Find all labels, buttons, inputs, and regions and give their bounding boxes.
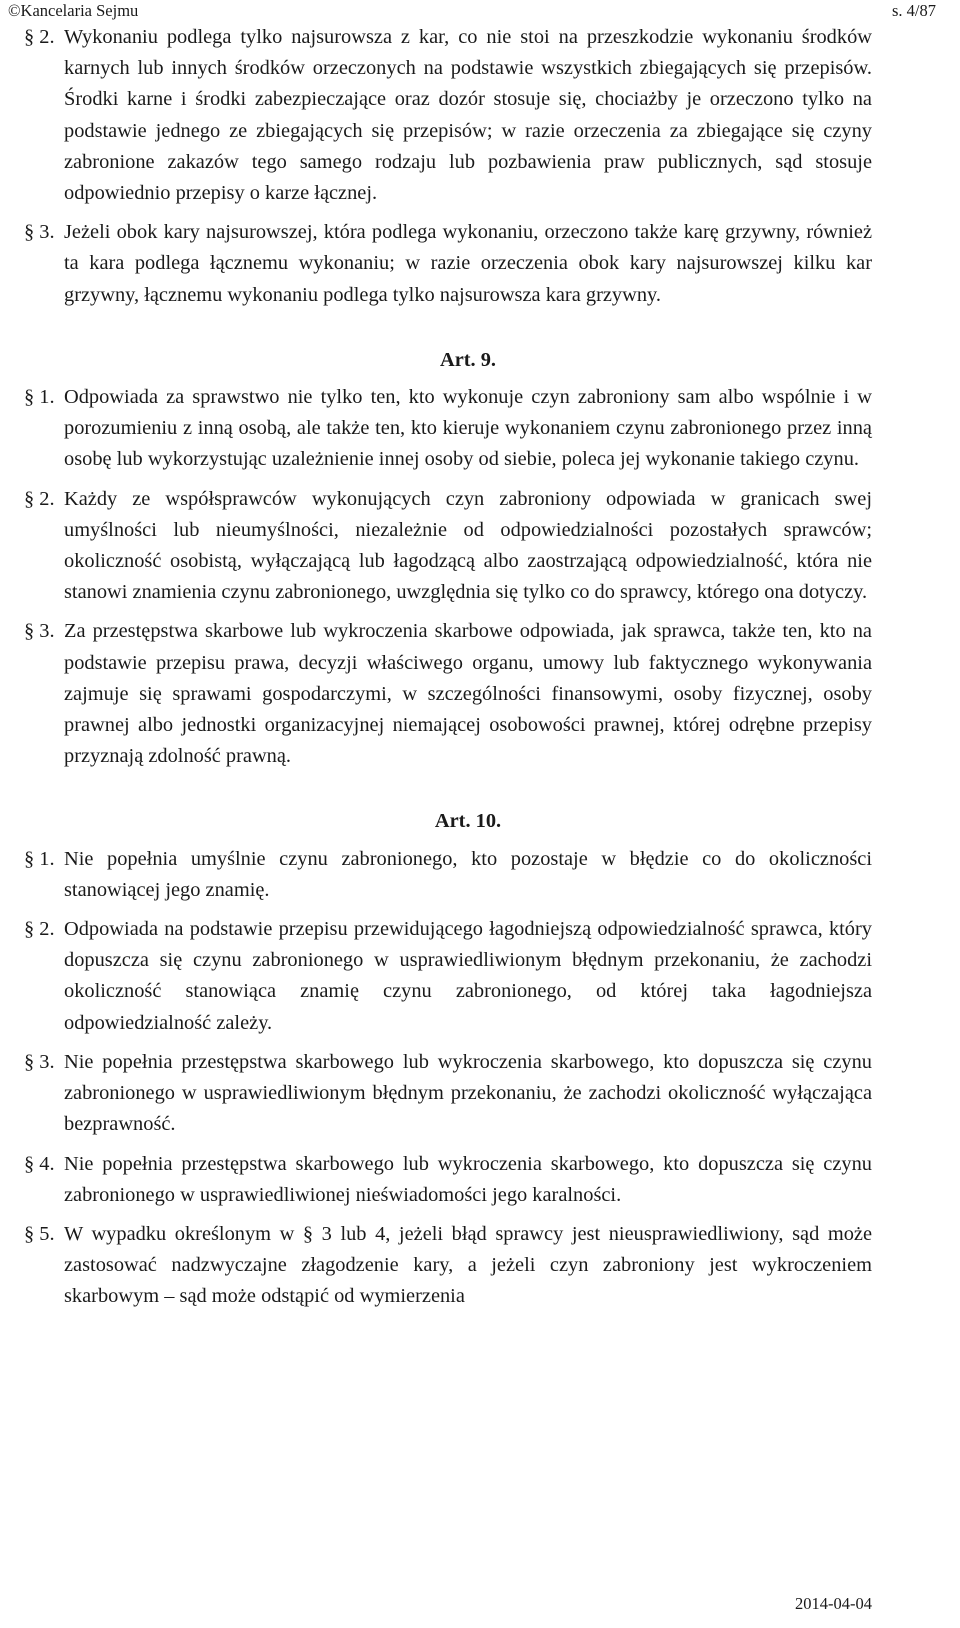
paragraph (24, 217, 872, 311)
paragraph (24, 382, 872, 476)
paragraph-text: Za przestępstwa skarbowe lub wykroczenia skarbowe odpowiada, jak sprawca, także ten, kto na podstawie przepisu prawa, decyzji właściwego organu, umowy lub faktycznego wykonywania zajmuje się sprawami gospodarczymi, w szczególności finansowymi, osoby fizycznej, osoby prawnej albo jednostki organizacyjnej niemającej osobowości prawnej, której odrębne przepisy przyznają zdolność prawną. (64, 620, 872, 768)
paragraph (24, 616, 872, 772)
paragraph-text: Nie popełnia przestępstwa skarbowego lub wykroczenia skarbowego, kto dopuszcza się czynu zabronionego w usprawiedliwionym błędnym przekonaniu, że zachodzi okoliczność wyłączająca bezprawność. (64, 1050, 872, 1136)
paragraph (24, 914, 872, 1039)
document-date: 2014-04-04 (795, 1594, 872, 1613)
paragraph-number: § 3. (24, 221, 55, 244)
paragraph-number: § 2. (24, 26, 55, 48)
page-footer (795, 1594, 872, 1614)
paragraph-text: W wypadku określonym w § 3 lub 4, jeżeli błąd sprawcy jest nieusprawiedliwiony, sąd może zastosować nadzwyczajne złagodzenie kary, a jeżeli czyn zabroniony jest wykroczeniem skarbowym – sąd może odstąpić od wymierzenia (64, 1222, 872, 1308)
paragraph (24, 484, 872, 609)
article-heading: Art. 10. (434, 810, 502, 833)
paragraph (24, 22, 872, 209)
paragraph-text: Jeżeli obok kary najsurowszej, która podlega wykonaniu, orzeczono także karę grzywny, również ta kara podlega łącznemu wykonaniu; w razie orzeczenia obok kary najsurowszej kilku kar grzywny, łącznemu wykonaniu podlega tylko najsurowsza kara grzywny. (64, 221, 872, 306)
paragraph (24, 844, 872, 906)
paragraph-number: § 4. (24, 1152, 55, 1175)
paragraph-number: § 3. (24, 1050, 55, 1073)
copyright-label: ©Kancelaria Sejmu (8, 1, 139, 20)
paragraph-text: Odpowiada za sprawstwo nie tylko ten, kto wykonuje czyn zabroniony sam albo wspólnie i w porozumieniu z inną osobą, ale także ten, kto kieruje wykonaniem czynu zabronionego przez inną osobę lub wykorzystując uzależnienie innej osoby od siebie, poleca jej wykonanie takiego czynu. (64, 386, 872, 471)
paragraph-text: Nie popełnia umyślnie czynu zabronionego, kto pozostaje w błędzie co do okoliczności stanowiącej jego znamię. (64, 847, 872, 901)
paragraph (24, 1149, 872, 1211)
paragraph-number: § 2. (24, 487, 55, 510)
paragraph-number: § 5. (24, 1222, 55, 1245)
paragraph-number: § 2. (24, 918, 55, 941)
paragraph-text: Nie popełnia przestępstwa skarbowego lub wykroczenia skarbowego, kto dopuszcza się czynu zabronionego w usprawiedliwionej nieświadomości jego karalności. (64, 1152, 872, 1206)
paragraph-text: Odpowiada na podstawie przepisu przewidującego łagodniejszą odpowiedzialność sprawca, który dopuszcza się czynu zabronionego w usprawiedliwionym błędnym przekonaniu, że zachodzi okoliczność stanowiąca znamię czynu zabronionego, od której taka łagodniejsza odpowiedzialność zależy. (64, 918, 872, 1034)
paragraph-text: Wykonaniu podlega tylko najsurowsza z kar, co nie stoi na przeszkodzie wykonaniu środków karnych lub innych środków orzeczonych na podstawie wszystkich zbiegających się przepisów. Środki karne i środki zabezpieczające oraz dozór stosuje się, chociażby je orzeczono tylko na podstawie jednego ze zbiegających się przepisów; w razie orzeczenia za zbiegające się czyny zabronione zakazów tego samego rodzaju lub pozbawienia praw publicznych, sąd stosuje odpowiednio przepisy o karze łącznej. (64, 26, 872, 205)
page-number: s. 4/87 (891, 1, 936, 20)
paragraph-number: § 3. (24, 620, 55, 643)
paragraph (24, 1219, 872, 1313)
document-body (24, 22, 872, 1321)
paragraph-number: § 1. (24, 386, 55, 409)
article-heading: Art. 9. (439, 348, 497, 371)
paragraph-text: Każdy ze współsprawców wykonujących czyn zabroniony odpowiada w granicach swej umyślności lub nieumyślności, niezależnie od odpowiedzialności pozostałych sprawców; okoliczność osobistą, wyłączającą lub łagodzącą albo zaostrzającą odpowiedzialność, która nie stanowi znamienia czynu zabronionego, uwzględnia się tylko co do sprawcy, którego ona dotyczy. (64, 487, 872, 604)
paragraph-number: § 1. (24, 847, 55, 870)
paragraph (24, 1047, 872, 1141)
